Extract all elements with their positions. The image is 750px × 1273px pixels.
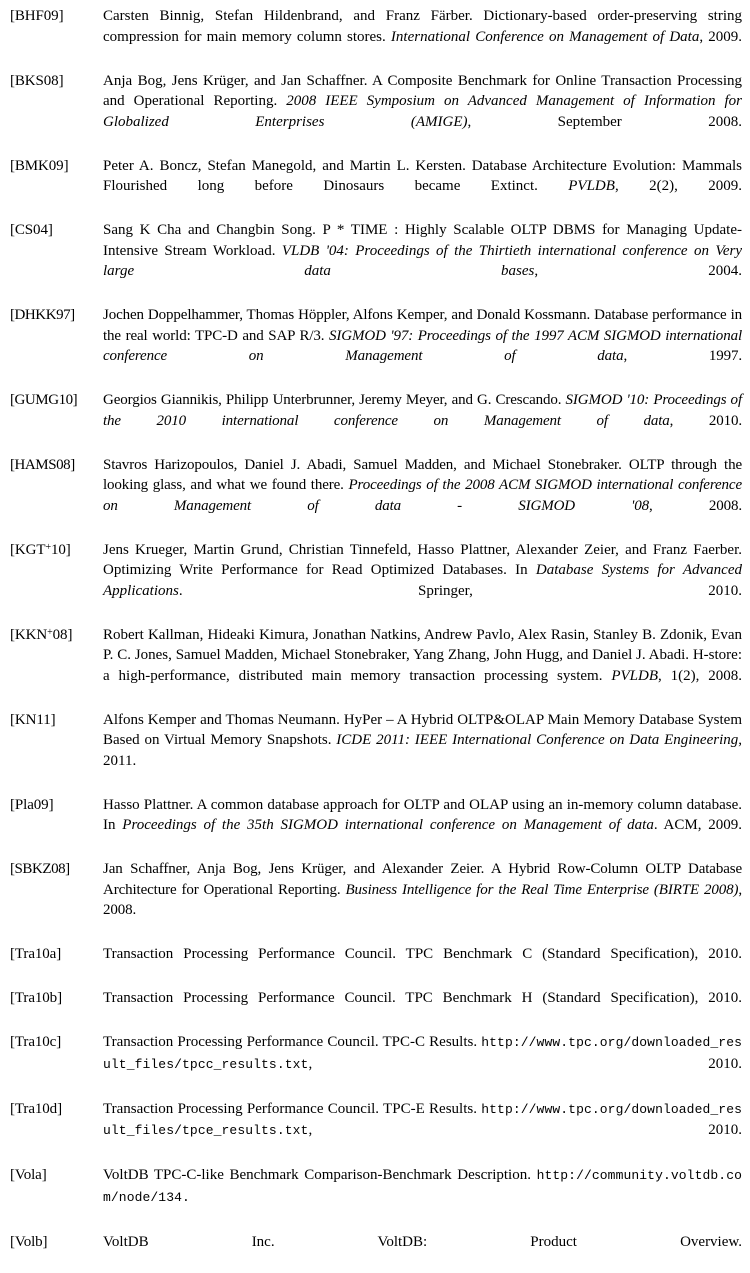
citation-text <box>103 988 742 1029</box>
citation-plain: Jochen Doppelhammer, Thomas Höppler, Alfons Kemper, and Donald Kossmann. Database performance in the real world: TPC-D and SAP R/3. <box>103 307 742 344</box>
citation-venue-italic: Proceedings of the 2008 ACM SIGMOD international conference on Management of data - SIGMOD '08 <box>103 477 742 514</box>
citation-plain-tail: , 2010. <box>308 1122 742 1138</box>
citation-venue-italic: VLDB '04: Proceedings of the Thirtieth international conference on Very large data bases <box>103 242 742 279</box>
citation-text <box>103 1032 742 1096</box>
citation-plain: Jens Krueger, Martin Grund, Christian Tinnefeld, Hasso Plattner, Alexander Zeier, and Franz Faerber. Optimizing Write Performance for Read Optimized Databases. In <box>103 541 742 578</box>
bibliography-entry <box>0 1232 750 1273</box>
citation-url[interactable]: http://community.voltdb.com/node/134. <box>103 1168 742 1205</box>
citation-plain-tail: , 2(2), 2009. <box>614 178 742 194</box>
bibliography-entry <box>0 305 750 387</box>
bibliography-entry <box>0 625 750 707</box>
citation-venue-italic: PVLDB <box>568 178 615 194</box>
bibliography-entry <box>0 540 750 622</box>
citation-plain-tail: , 2008. <box>103 881 742 918</box>
citation-venue-italic: Database Systems for Advanced Applications <box>103 562 742 599</box>
citation-label: [Tra10a] <box>10 946 62 962</box>
citation-text <box>103 220 742 302</box>
citation-plain: Alfons Kemper and Thomas Neumann. HyPer – A Hybrid OLTP&OLAP Main Memory Database System Based on Virtual Memory Snapshots. <box>103 711 742 748</box>
citation-plain: VoltDB Inc. VoltDB: Product Overview. <box>103 1233 742 1250</box>
citation-url[interactable]: http://www.tpc.org/downloaded_result_files/tpcc_results.txt <box>103 1035 742 1072</box>
citation-label: [KN11] <box>10 711 56 728</box>
citation-plain-tail: , 1997. <box>623 348 742 364</box>
citation-plain: Robert Kallman, Hideaki Kimura, Jonathan Natkins, Andrew Pavlo, Alex Rasin, Stanley B. Zdonik, Evan P. C. Jones, Samuel Madden, Michael Stonebraker, Yang Zhang, John Hugg, and Daniel J. Abadi. H-store: a high-performance, distributed main memory transaction processing system. <box>103 626 742 684</box>
citation-label: [BHF09] <box>10 8 64 24</box>
citation-venue-italic: PVLDB <box>611 667 659 684</box>
citation-label-superscript-plus: + <box>45 541 51 553</box>
citation-plain: Georgios Giannikis, Philipp Unterbrunner, Jeremy Meyer, and G. Crescando. <box>103 392 566 408</box>
citation-text <box>103 305 742 387</box>
citation-text <box>103 944 742 985</box>
citation-plain: Transaction Processing Performance Council. TPC Benchmark C (Standard Specification), 2010. <box>103 946 742 962</box>
citation-plain-tail: , 2010. <box>669 412 742 429</box>
citation-venue-italic: ICDE 2011: IEEE International Conference on Data Engineering <box>336 732 739 748</box>
citation-plain: Transaction Processing Performance Council. TPC-C Results. <box>103 1034 482 1050</box>
citation-text <box>103 390 742 452</box>
citation-text <box>103 1232 742 1273</box>
citation-label: [Tra10b] <box>10 990 62 1006</box>
bibliography-entry <box>0 220 750 302</box>
citation-plain-tail: , 2004. <box>534 263 743 279</box>
citation-label: [DHKK97] <box>10 307 75 323</box>
citation-label: [Tra10d] <box>10 1100 62 1117</box>
citation-plain: Hasso Plattner. A common database approach for OLTP and OLAP using an in-memory column database. In <box>103 796 742 833</box>
citation-plain-tail: , 2008. <box>649 497 742 514</box>
bibliography-entry <box>0 859 750 941</box>
citation-label: [Vola] <box>10 1167 47 1183</box>
citation-venue-italic: Proceedings of the 35th SIGMOD international conference on Management of data <box>122 817 654 833</box>
citation-plain: Transaction Processing Performance Council. TPC Benchmark H (Standard Specification), 2010. <box>103 990 742 1006</box>
citation-plain-tail: , 1(2), 2008. <box>658 667 742 684</box>
bibliography-entry <box>0 156 750 218</box>
citation-plain-tail: , 2009. <box>699 28 743 45</box>
bibliography-entry <box>0 710 750 792</box>
citation-label-tail: 10] <box>50 541 71 558</box>
citation-plain: Sang K Cha and Changbin Song. P * TIME : Highly Scalable OLTP DBMS for Managing Update-Intensive Stream Workload. <box>103 222 742 259</box>
citation-plain-tail: , 2010. <box>308 1055 742 1072</box>
citation-label: [CS04] <box>10 222 53 238</box>
citation-text <box>103 859 742 941</box>
bibliography-entry <box>0 1032 750 1096</box>
citation-label-superscript-plus: + <box>47 626 53 638</box>
citation-plain: VoltDB TPC-C-like Benchmark Comparison-Benchmark Description. <box>103 1167 537 1183</box>
citation-label: [GUMG10] <box>10 392 78 408</box>
citation-label: [BMK09] <box>10 157 69 174</box>
citation-text <box>103 6 742 68</box>
citation-label: [BKS08] <box>10 72 64 89</box>
citation-text <box>103 795 742 857</box>
citation-venue-italic: Business Intelligence for the Real Time Enterprise (BIRTE 2008) <box>345 881 739 898</box>
bibliography-entry <box>0 1099 750 1163</box>
citation-text <box>103 71 742 153</box>
citation-venue-italic: 2008 IEEE Symposium on Advanced Management of Information for Globalized Enterprises (AMIGE) <box>103 93 742 130</box>
citation-label-head: [KGT <box>10 541 46 558</box>
bibliography-entry <box>0 6 750 68</box>
citation-label: [Tra10c] <box>10 1034 62 1050</box>
citation-url[interactable]: http://www.tpc.org/downloaded_result_files/tpce_results.txt <box>103 1101 742 1138</box>
citation-venue-italic: SIGMOD '10: Proceedings of the 2010 international conference on Management of data <box>103 392 742 429</box>
citation-label <box>10 540 105 561</box>
citation-plain: Carsten Binnig, Stefan Hildenbrand, and Franz Färber. Dictionary-based order-preserving string compression for main memory column stores. <box>103 8 742 45</box>
citation-venue-italic: International Conference on Management of Data <box>390 28 700 45</box>
bibliography-entry <box>0 390 750 452</box>
citation-plain: Anja Bog, Jens Krüger, and Jan Schaffner. A Composite Benchmark for Online Transaction Processing and Operational Reporting. <box>103 72 742 109</box>
citation-plain-tail: , 2011. <box>103 732 742 769</box>
citation-plain-tail: , September 2008. <box>467 113 742 130</box>
citation-plain: Stavros Harizopoulos, Daniel J. Abadi, Samuel Madden, and Michael Stonebraker. OLTP through the looking glass, and what we found there. <box>103 456 742 493</box>
bibliography-entry <box>0 988 750 1029</box>
citation-label <box>10 625 105 646</box>
citation-text <box>103 1099 742 1163</box>
bibliography-entry <box>0 795 750 857</box>
citation-label-head: [KKN <box>10 626 48 643</box>
citation-plain-tail: . ACM, 2009. <box>653 817 742 833</box>
citation-plain: Peter A. Boncz, Stefan Manegold, and Martin L. Kersten. Database Architecture Evolution: Mammals Flourished long before Dinosaurs became Extinct. <box>103 157 742 194</box>
citation-label: [HAMS08] <box>10 456 75 473</box>
citation-plain-tail: . Springer, 2010. <box>178 582 742 599</box>
bibliography-entry <box>0 944 750 985</box>
citation-label: [SBKZ08] <box>10 861 70 877</box>
citation-text <box>103 156 742 218</box>
citation-text <box>103 625 742 707</box>
citation-plain: Jan Schaffner, Anja Bog, Jens Krüger, and Alexander Zeier. A Hybrid Row-Column OLTP Database Architecture for Operational Reporting. <box>103 861 742 898</box>
citation-plain: Transaction Processing Performance Council. TPC-E Results. <box>103 1100 482 1117</box>
bibliography-entry <box>0 455 750 537</box>
bibliography-entry <box>0 71 750 153</box>
citation-label: [Volb] <box>10 1233 48 1250</box>
bibliography-entry <box>0 1165 750 1229</box>
citation-text <box>103 540 742 622</box>
citation-text <box>103 1165 742 1229</box>
citation-text <box>103 710 742 792</box>
citation-text <box>103 455 742 537</box>
citation-label: [Pla09] <box>10 796 54 813</box>
citation-label-tail: 08] <box>52 626 73 643</box>
citation-venue-italic: SIGMOD '97: Proceedings of the 1997 ACM SIGMOD international conference on Management of data <box>103 327 742 364</box>
